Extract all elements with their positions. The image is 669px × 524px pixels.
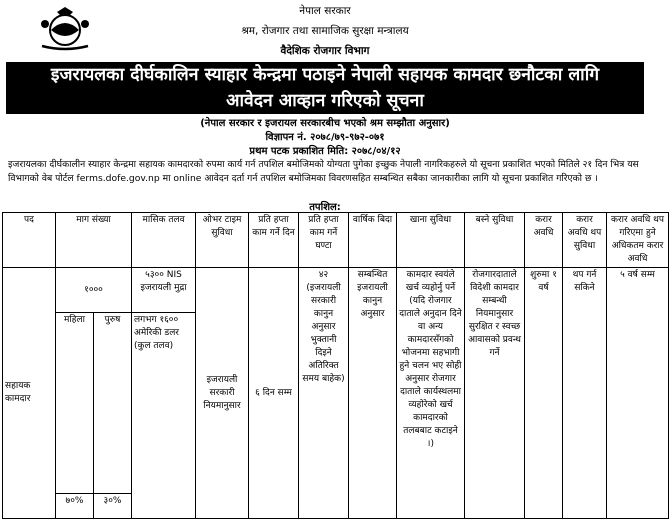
table-row: [3, 268, 669, 313]
food-cell: कामदार स्वयंले खर्च व्यहोर्नु पर्ने (यदि रोजगार दाताले अनुदान दिने वा अन्य कामदारसँगको भोजनमा सहभागी हुने चलन भए सोही अनुसार रोजगार दाताले कार्यस्थलमा व्यहोरेको खर्च कामदारको तलबबाट कटाइने ।): [397, 268, 465, 519]
col-post: पद: [3, 213, 56, 268]
col-workdays: प्रति हप्ता काम गर्ने दिन: [249, 213, 299, 268]
col-leave: वार्षिक बिदा: [349, 213, 397, 268]
govt-name: नेपाल सरकार: [299, 5, 351, 17]
extension-cell: थप गर्न सकिने: [563, 268, 607, 519]
col-term: करार अवधि: [525, 213, 563, 268]
col-lodging: बस्ने सुविधा: [465, 213, 525, 268]
col-max-term: करार अवधि थप गरिएमा हुने अधिकतम करार अवधि: [607, 213, 669, 268]
workdays-cell: ६ दिन सम्म: [249, 268, 299, 519]
female-label: महिला: [56, 313, 94, 494]
ministry-name: श्रम, रोजगार तथा सामाजिक सुरक्षा मन्त्रालय: [241, 25, 409, 37]
col-overtime: ओभर टाइम सुविधा: [196, 213, 249, 268]
online-label: online: [173, 172, 202, 184]
max-term-cell: ५ वर्ष सम्म: [607, 268, 669, 519]
table-caption: तपशिल:: [309, 202, 341, 213]
post-cell: सहायक कामदार: [3, 268, 56, 519]
portal-link[interactable]: ferms.dofe.gov.np: [76, 172, 160, 184]
published-date: प्रथम पटक प्रकाशित मिति: २०७८/०४/१२: [249, 146, 401, 157]
demand-total: १०००: [56, 268, 132, 313]
salary-nis: ५३०० NIS इजरायली मुद्रा: [132, 268, 196, 313]
male-pct: ३०%: [94, 494, 132, 519]
intro-text-3: आवेदन दर्ता गर्न तपशिल बमोजिमका विवरणसहित सम्बन्धित सबैका जानकारीका लागि यो सूचना प्रकाशित गरिएको छ ।: [204, 172, 598, 184]
overtime-cell: इजरायली सरकारी नियमानुसार: [196, 268, 249, 519]
letterhead: [0, 0, 650, 62]
col-hours: प्रति हप्ता काम गर्ने घण्टा: [299, 213, 349, 268]
col-extension: करार अवधि थप सुविधा: [563, 213, 607, 268]
leave-cell: सम्बन्धित इजरायली कानुन अनुसार: [349, 268, 397, 519]
notice-title-line1: इजरायलका दीर्घकालिन स्याहार केन्द्रमा पठाइने नेपाली सहायक कामदार छनौटका लागि: [50, 65, 600, 85]
hours-cell: ४२ (इजरायली सरकारी कानुन अनुसार भुक्तानी दिइने अतिरिक्त समय बाहेक): [299, 268, 349, 519]
notice-title-line2: आवेदन आव्हान गरिएको सूचना: [226, 91, 424, 111]
lodging-cell: रोजगारदाताले विदेशी कामदार सम्बन्धी नियमानुसार सुरक्षित र स्वच्छ आवासको प्रवन्ध गर्ने: [465, 268, 525, 519]
col-food: खाना सुविधा: [397, 213, 465, 268]
department-name: वैदेशिक रोजगार विभाग: [280, 45, 370, 57]
intro-paragraph: [8, 158, 644, 185]
intro-text-2: मा: [162, 172, 171, 184]
notice-number: विज्ञापन नं. २०७८/७९-९७२-०७१: [265, 132, 385, 143]
col-salary: मासिक तलव: [132, 213, 196, 268]
term-cell: शुरुमा १ वर्ष: [525, 268, 563, 519]
intro-text-1: इजरायलका दीर्घकालीन स्याहार केन्द्रमा सहायक कामदारको रुपमा कार्य गर्न तपशिल बमोजिमको योग्यता पुगेका इच्छुक नेपाली नागरिकहरुले यो सूचना प्रकाशित भएको मितिले २१ दिन भित्र यस विभागको वेब पोर्टल: [8, 159, 639, 184]
salary-usd: लगभग १६०० अमेरिकी डलर (कुल तलव): [132, 313, 196, 519]
details-table: [2, 212, 669, 519]
notice-title-banner: [6, 62, 644, 114]
table-header-row: [3, 213, 669, 268]
agreement-note: (नेपाल सरकार र इजरायल सरकारबीच भएको श्रम सम्झौता अनुसार): [200, 118, 450, 129]
col-demand: माग संख्या: [56, 213, 132, 268]
male-label: पुरुष: [94, 313, 132, 494]
female-pct: ७०%: [56, 494, 94, 519]
